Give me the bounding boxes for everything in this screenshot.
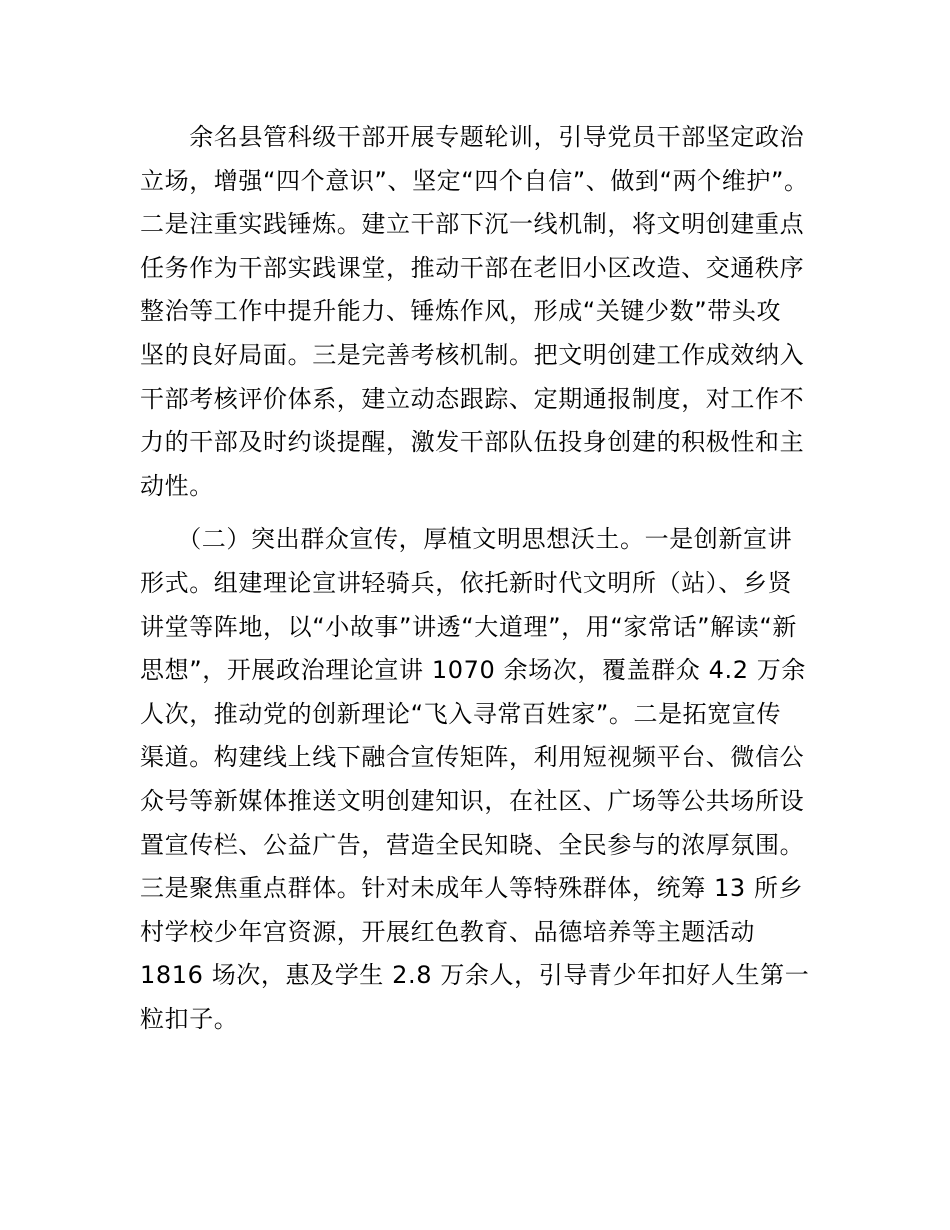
text-line: 置宣传栏、公益广告，营造全民知晓、全民参与的浓厚氛围。 bbox=[140, 830, 805, 859]
text-line: 人次，推动党的创新理论“飞入寻常百姓家”。二是拓宽宣传 bbox=[140, 699, 782, 728]
text-line: 二是注重实践锤炼。建立干部下沉一线机制，将文明创建重点 bbox=[140, 210, 805, 239]
text-line: 整治等工作中提升能力、锤炼作风，形成“关键少数”带头攻 bbox=[140, 297, 782, 326]
document-body bbox=[140, 116, 830, 1041]
text-line: 立场，增强“四个意识”、坚定“四个自信”、做到“两个维护”。 bbox=[140, 166, 809, 195]
text-line: 众号等新媒体推送文明创建知识，在社区、广场等公共场所设 bbox=[140, 786, 805, 815]
text-line: 力的干部及时约谈提醒，激发干部队伍投身创建的积极性和主 bbox=[140, 428, 805, 457]
paragraph-2 bbox=[140, 518, 830, 1041]
text-line: 村学校少年宫资源，开展红色教育、品德培养等主题活动 bbox=[140, 917, 755, 946]
text-line: 思想”，开展政治理论宣讲 1070 余场次，覆盖群众 4.2 万余 bbox=[140, 656, 806, 685]
text-line: 渠道。构建线上线下融合宣传矩阵，利用短视频平台、微信公 bbox=[140, 743, 805, 772]
text-line: （二）突出群众宣传，厚植文明思想沃土。一是创新宣讲 bbox=[140, 525, 793, 554]
text-line: 粒扣子。 bbox=[140, 1004, 239, 1033]
text-line: 动性。 bbox=[140, 471, 214, 500]
paragraph-1 bbox=[140, 116, 830, 508]
text-line: 余名县管科级干部开展专题轮训，引导党员干部坚定政治 bbox=[140, 123, 805, 151]
text-line: 1816 场次，惠及学生 2.8 万余人，引导青少年扣好人生第一 bbox=[140, 961, 810, 990]
text-line: 形式。组建理论宣讲轻骑兵，依托新时代文明所（站）、乡贤 bbox=[140, 568, 793, 597]
text-line: 三是聚焦重点群体。针对未成年人等特殊群体，统筹 13 所乡 bbox=[140, 874, 804, 903]
text-line: 任务作为干部实践课堂，推动干部在老旧小区改造、交通秩序 bbox=[140, 253, 805, 282]
paragraph-spacer bbox=[140, 508, 830, 518]
text-line: 讲堂等阵地，以“小故事”讲透“大道理”，用“家常话”解读“新 bbox=[140, 612, 798, 641]
text-line: 干部考核评价体系，建立动态跟踪、定期通报制度，对工作不 bbox=[140, 384, 805, 413]
text-line: 坚的良好局面。三是完善考核机制。把文明创建工作成效纳入 bbox=[140, 340, 805, 369]
